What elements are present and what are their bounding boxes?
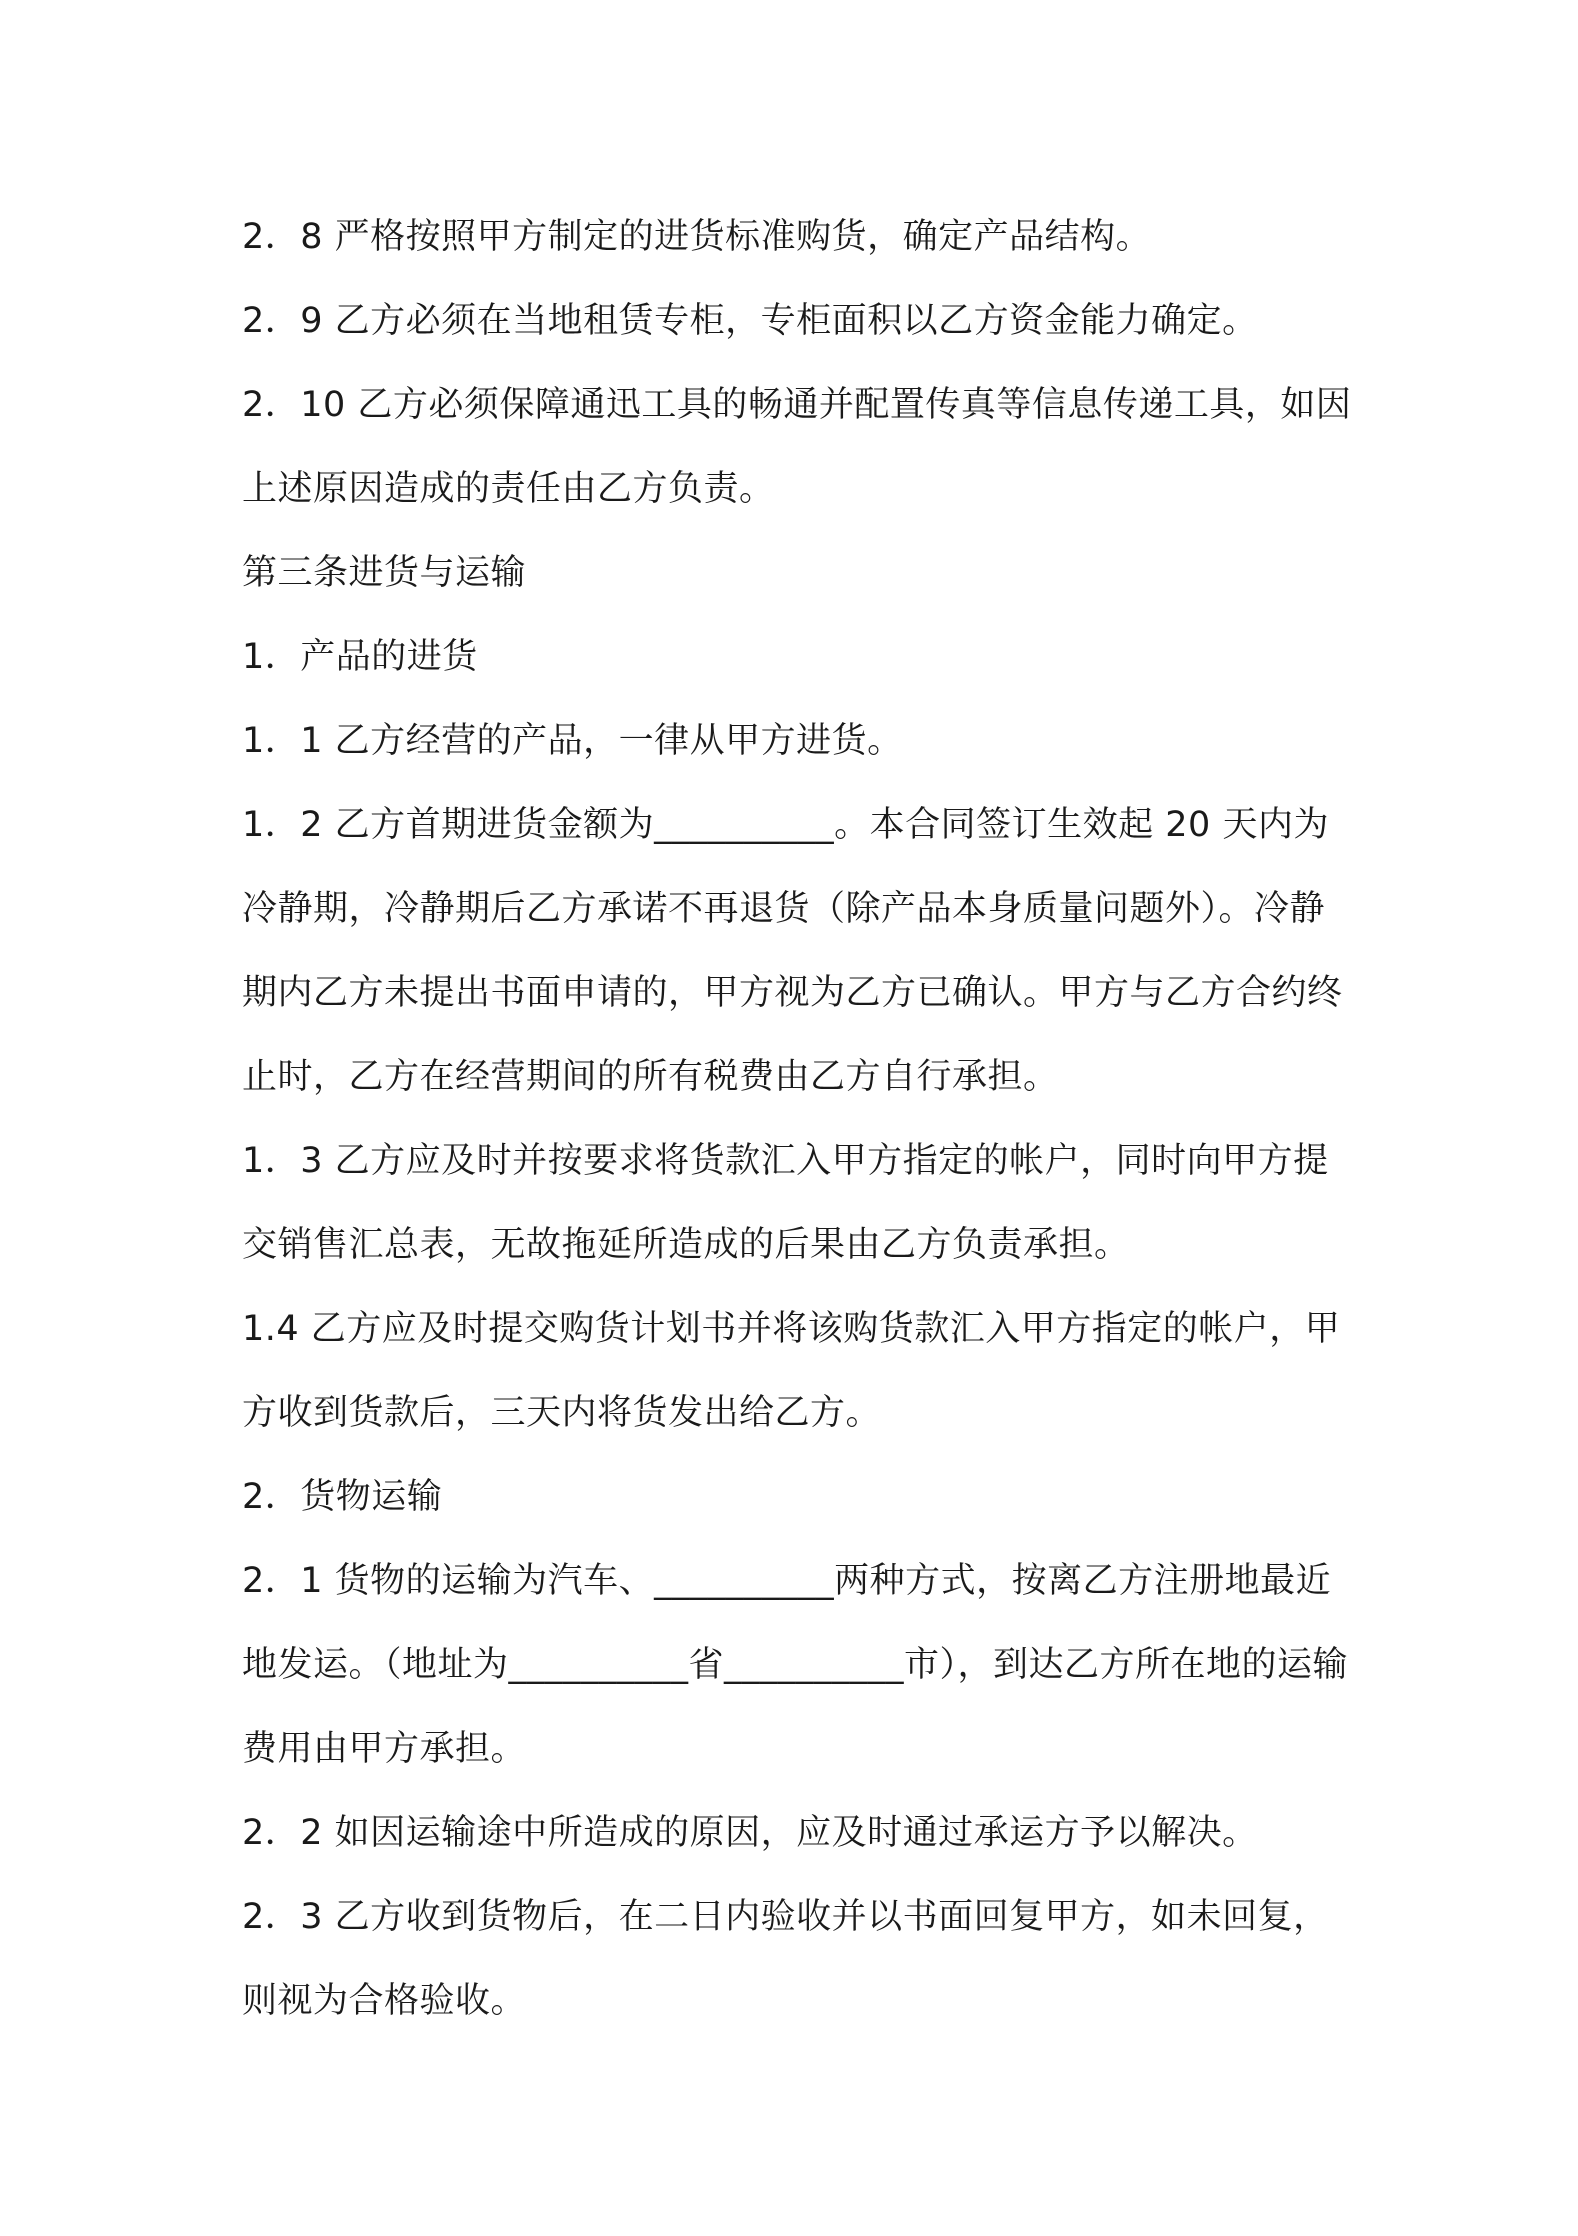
section-heading-article-3: 第三条进货与运输: [242, 553, 527, 593]
clause-1-2: 1．2 乙方首期进货金额为__________。本合同签订生效起 20 天内为冷静期，冷静期后乙方承诺不再退货（除产品本身质量问题外）。冷静期内乙方未提出书面申请的，甲方视为乙方已确认。甲方与乙方合约终止时，乙方在经营期间的所有税费由乙方自行承担。: [242, 805, 1343, 1097]
clause-2-1: 2．1 货物的运输为汽车、__________两种方式，按离乙方注册地最近地发运。（地址为__________省__________市），到达乙方所在地的运输费用由甲方承担。: [242, 1561, 1349, 1769]
document-body: [242, 195, 1357, 2043]
clause-2-3: 2．3 乙方收到货物后，在二日内验收并以书面回复甲方，如未回复，则视为合格验收。: [242, 1897, 1329, 2021]
subsection-heading-purchasing: 1．产品的进货: [242, 637, 478, 677]
clause-2-10: 2．10 乙方必须保障通迅工具的畅通并配置传真等信息传递工具，如因上述原因造成的责任由乙方负责。: [242, 385, 1352, 509]
clause-1-3: 1．3 乙方应及时并按要求将货款汇入甲方指定的帐户，同时向甲方提交销售汇总表，无故拖延所造成的后果由乙方负责承担。: [242, 1141, 1329, 1265]
clause-2-9: 2．9 乙方必须在当地租赁专柜，专柜面积以乙方资金能力确定。: [242, 301, 1258, 341]
subsection-heading-transport: 2．货物运输: [242, 1477, 443, 1517]
clause-1-4: 1.4 乙方应及时提交购货计划书并将该购货款汇入甲方指定的帐户，甲方收到货款后，三天内将货发出给乙方。: [242, 1309, 1341, 1433]
clause-2-2: 2．2 如因运输途中所造成的原因，应及时通过承运方予以解决。: [242, 1813, 1258, 1853]
clause-1-1: 1．1 乙方经营的产品，一律从甲方进货。: [242, 721, 903, 761]
clause-2-8: 2．8 严格按照甲方制定的进货标准购货，确定产品结构。: [242, 217, 1152, 257]
